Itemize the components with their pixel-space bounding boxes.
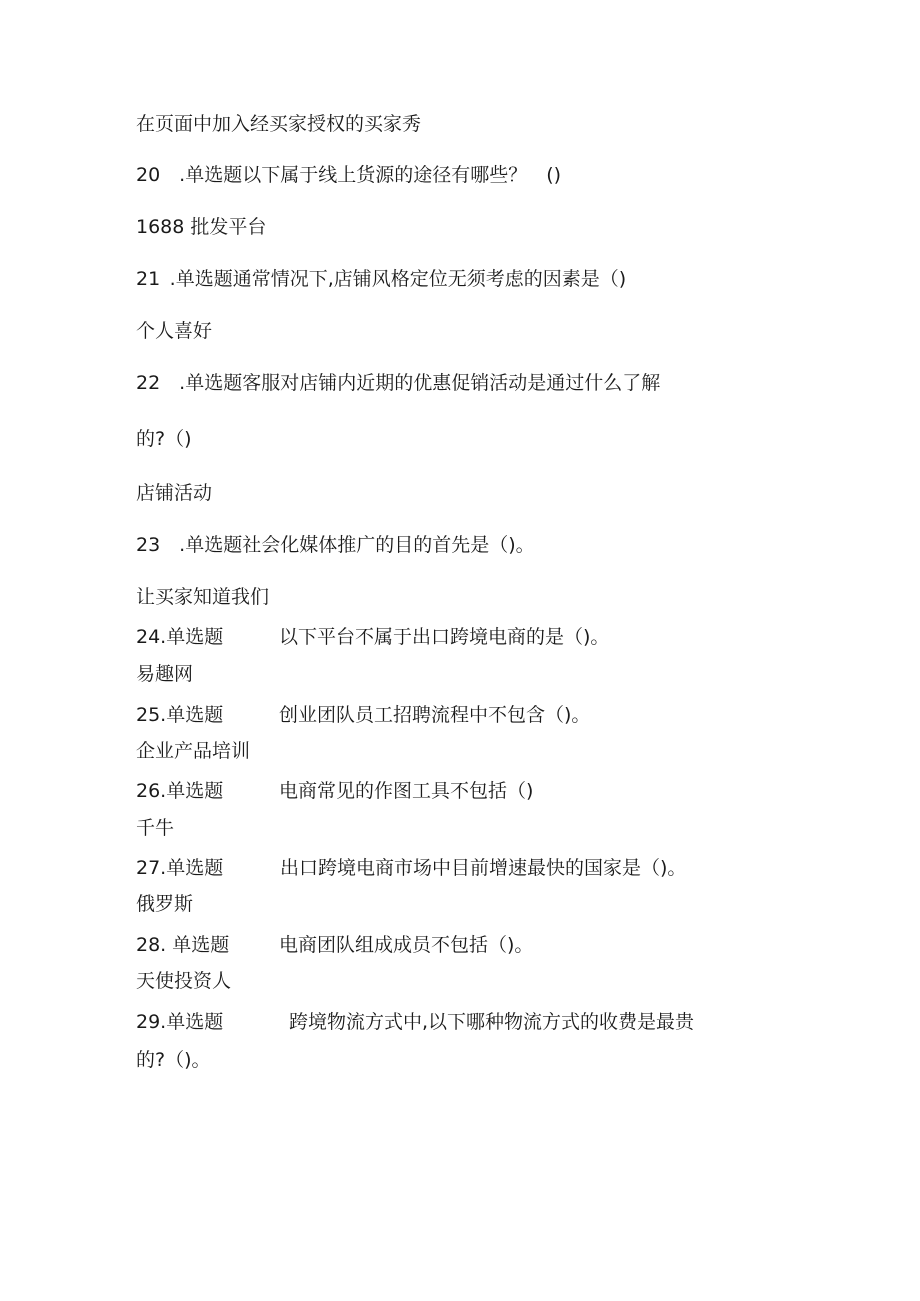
question-20: 20 .单选题以下属于线上货源的途径有哪些？ () (136, 164, 562, 186)
answer-26: 千牛 (136, 817, 175, 839)
answer-23: 让买家知道我们 (136, 586, 270, 608)
answer-28: 天使投资人 (136, 970, 232, 992)
answer-19: 在页面中加入经买家授权的买家秀 (136, 113, 422, 135)
question-number: 27.单选题 (136, 857, 224, 879)
question-22: 22 .单选题客服对店铺内近期的优惠促销活动是通过什么了解 (136, 372, 661, 394)
question-number: 26.单选题 (136, 780, 224, 802)
question-text: 创业团队员工招聘流程中不包含（)。 (279, 704, 591, 726)
question-29 (136, 1010, 695, 1034)
question-number: 28. 单选题 (136, 934, 230, 956)
question-21: 21 .单选题通常情况下,店铺风格定位无须考虑的因素是（) (136, 268, 627, 290)
question-29-continued: 的?（)。 (136, 1049, 211, 1071)
question-23: 23 .单选题社会化媒体推广的目的首先是（)。 (136, 534, 535, 556)
question-22-continued: 的?（) (136, 428, 192, 450)
question-text: 出口跨境电商市场中目前增速最快的国家是（)。 (280, 857, 687, 879)
question-28 (136, 933, 534, 957)
question-25 (136, 703, 591, 727)
question-text: 电商常见的作图工具不包括（) (279, 780, 534, 802)
question-text: 以下平台不属于出口跨境电商的是（)。 (279, 626, 610, 648)
answer-25: 企业产品培训 (136, 740, 251, 762)
answer-21: 个人喜好 (136, 320, 213, 342)
question-text: 电商团队组成成员不包括（)。 (279, 934, 534, 956)
question-27 (136, 856, 687, 880)
answer-20: 1688 批发平台 (136, 216, 267, 238)
question-number: 25.单选题 (136, 704, 224, 726)
question-24 (136, 625, 610, 649)
answer-27: 俄罗斯 (136, 893, 194, 915)
question-number: 29.单选题 (136, 1011, 224, 1033)
answer-24: 易趣网 (136, 663, 194, 685)
question-26 (136, 779, 534, 803)
question-number: 24.单选题 (136, 626, 224, 648)
question-text: 跨境物流方式中,以下哪种物流方式的收费是最贵 (289, 1011, 695, 1033)
answer-22: 店铺活动 (136, 482, 213, 504)
